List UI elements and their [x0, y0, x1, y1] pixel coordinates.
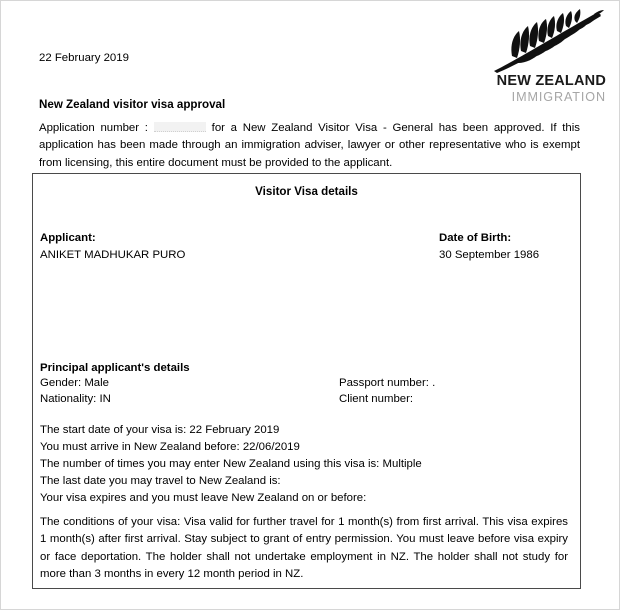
client-number-field: [339, 391, 413, 408]
visa-date-line: You must arrive in New Zealand before: 22/06/2019: [40, 440, 300, 453]
visa-date-line: The start date of your visa is: 22 February 2019: [40, 424, 280, 436]
logo-text-immigration: IMMIGRATION: [511, 89, 606, 104]
client-number-value: Client number:: [339, 393, 414, 405]
logo-text-new-zealand: NEW ZEALAND: [496, 73, 606, 89]
letter-date: 22 February 2019: [39, 52, 129, 64]
visa-date-line: The last date you may travel to New Zealand is:: [40, 474, 281, 487]
date-of-birth-field: [439, 230, 539, 263]
visa-conditions-paragraph: The conditions of your visa: Visa valid for further travel for 1 month(s) from first arrival. This visa expires 1 month(s) after first arrival. Stay subject to grant of entry permission. You must leave before visa expiry or face deportation. The holder shall not undertake employment in NZ. The holder shall not study for more than 3 months in every 12 month period in NZ.: [40, 516, 568, 580]
visa-dates-block: [40, 422, 573, 506]
applicant-value: ANIKET MADHUKAR PURO: [40, 248, 186, 261]
nationality-field: [40, 391, 111, 408]
date-of-birth-label: Date of Birth:: [439, 232, 512, 244]
visa-date-line: The number of times you may enter New Zealand using this visa is: Multiple: [40, 457, 422, 470]
application-number-redacted: [154, 122, 206, 132]
letter-heading: New Zealand visitor visa approval: [39, 98, 226, 111]
visa-date-line: Your visa expires and you must leave New Zealand on or before:: [40, 491, 367, 504]
gender-value: Gender: Male: [40, 377, 110, 389]
passport-number-field: [339, 375, 435, 392]
gender-field: [40, 375, 109, 392]
intro-paragraph-text: for a New Zealand Visitor Visa - General has been approved. If this application has been made through an immigration adviser, lawyer or other representative who is exempt from licensing, this entire document must be provided to the applicant.: [39, 122, 580, 169]
principal-details-heading: Principal applicant's details: [40, 362, 190, 374]
silver-fern-icon: [488, 9, 606, 73]
application-number-prefix: Application number :: [39, 122, 148, 134]
applicant-field: [40, 230, 185, 263]
applicant-label: Applicant:: [40, 232, 96, 244]
visa-details-title: Visitor Visa details: [255, 185, 358, 198]
visitor-visa-details-box: [32, 173, 581, 589]
principal-details-heading-row: [40, 360, 573, 377]
nationality-value: Nationality: IN: [40, 393, 111, 405]
intro-paragraph: [39, 120, 580, 172]
passport-number-value: Passport number: .: [339, 377, 436, 389]
date-of-birth-value: 30 September 1986: [439, 248, 540, 261]
nz-immigration-logo: [488, 9, 606, 105]
